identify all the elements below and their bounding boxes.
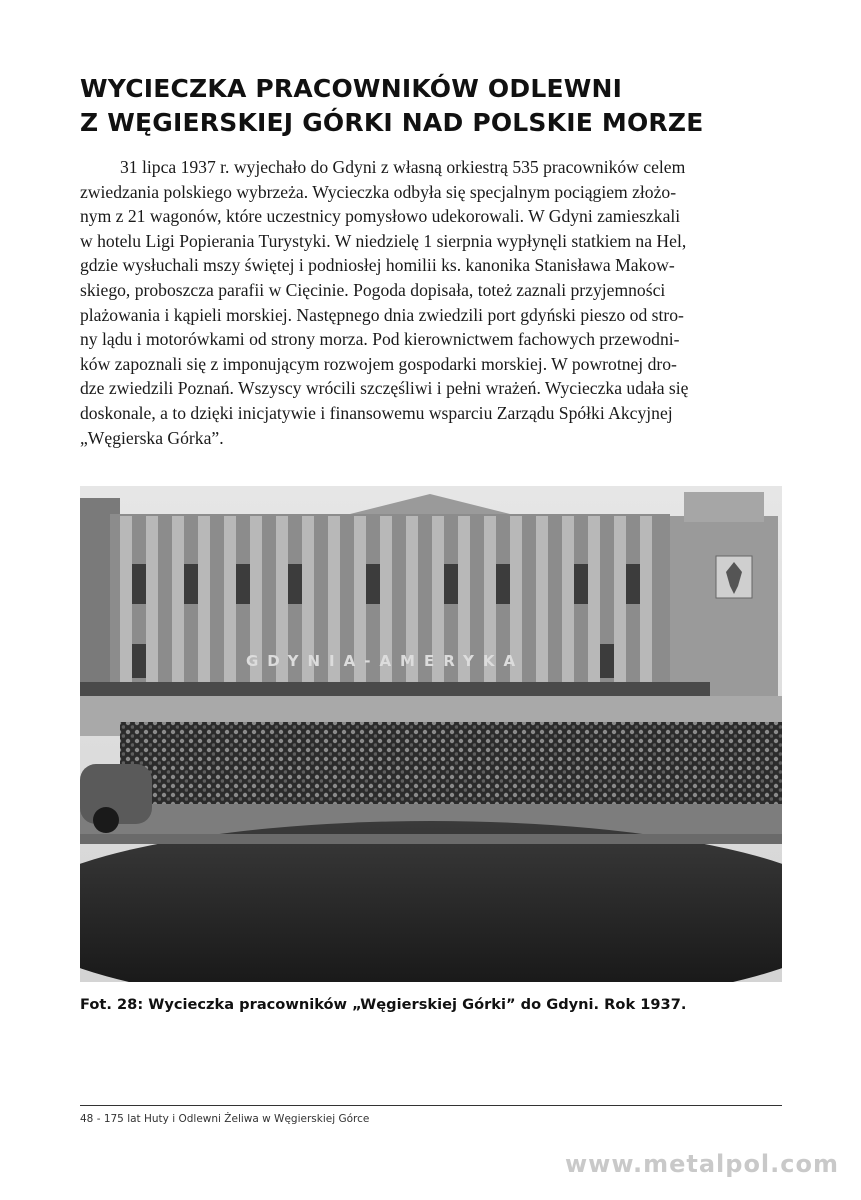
paragraph-line: nym z 21 wagonów, które uczestnicy pomysłowo udekorowali. W Gdyni zamieszkali [80,206,681,227]
paragraph-line: ków zapoznali się z imponującym rozwojem gospodarki morskiej. W powrotnej dro- [80,353,677,374]
station-sign: GDYNIA-AMERYKA [245,652,525,670]
paragraph-line: „Węgierska Górka”. [80,427,224,448]
title-line-2: Z WĘGIERSKIEJ GÓRKI NAD POLSKIE MORZE [80,108,704,137]
tower-top [684,492,764,522]
paragraph-line: ny lądu i motorówkami od strony morza. Pod kierownictwem fachowych przewodni- [80,329,680,350]
body-paragraph [80,155,782,450]
paragraph-line: skiego, proboszcza parafii w Cięcinie. Pogoda dopisała, toteż zaznali przyjemności [80,279,666,300]
footer-divider [80,1105,782,1106]
photo-illustration [80,486,782,982]
lawn [80,821,782,982]
canopy [80,682,710,696]
page-title [80,72,800,140]
paragraph-line: plażowania i kąpieli morskiej. Następnego dnia zwiedzili port gdyński pieszo od stro- [80,304,684,325]
paragraph-line: zwiedzania polskiego wybrzeża. Wycieczka odbyła się specjalnym pociągiem złożo- [80,181,677,202]
paragraph-line: gdzie wysłuchali mszy świętej i podniosłej homilii ks. kanonika Stanisława Makow- [80,255,675,276]
crowd [120,722,782,808]
car-wheel [93,807,119,833]
photo-gdynia-station [80,486,782,982]
paragraph-line: dze zwiedzili Poznań. Wszyscy wrócili szczęśliwi i pełni wrażeń. Wycieczka udała się [80,378,689,399]
paragraph-line: 31 lipca 1937 r. wyjechało do Gdyni z własną orkiestrą 535 pracowników celem [120,157,686,177]
watermark: www.metalpol.com [564,1150,839,1178]
paragraph-line: w hotelu Ligi Popierania Turystyki. W niedzielę 1 sierpnia wypłynęli statkiem na Hel, [80,230,687,251]
curb [80,834,782,844]
photo-caption: Fot. 28: Wycieczka pracowników „Węgierskiej Górki” do Gdyni. Rok 1937. [80,996,687,1013]
title-line-1: WYCIECZKA PRACOWNIKÓW ODLEWNI [80,74,623,103]
paragraph-line: doskonale, a to dzięki inicjatywie i finansowemu wsparciu Zarządu Spółki Akcyjnej [80,402,673,423]
page-footer: 48 - 175 lat Huty i Odlewni Żeliwa w Węgierskiej Górce [80,1113,370,1125]
